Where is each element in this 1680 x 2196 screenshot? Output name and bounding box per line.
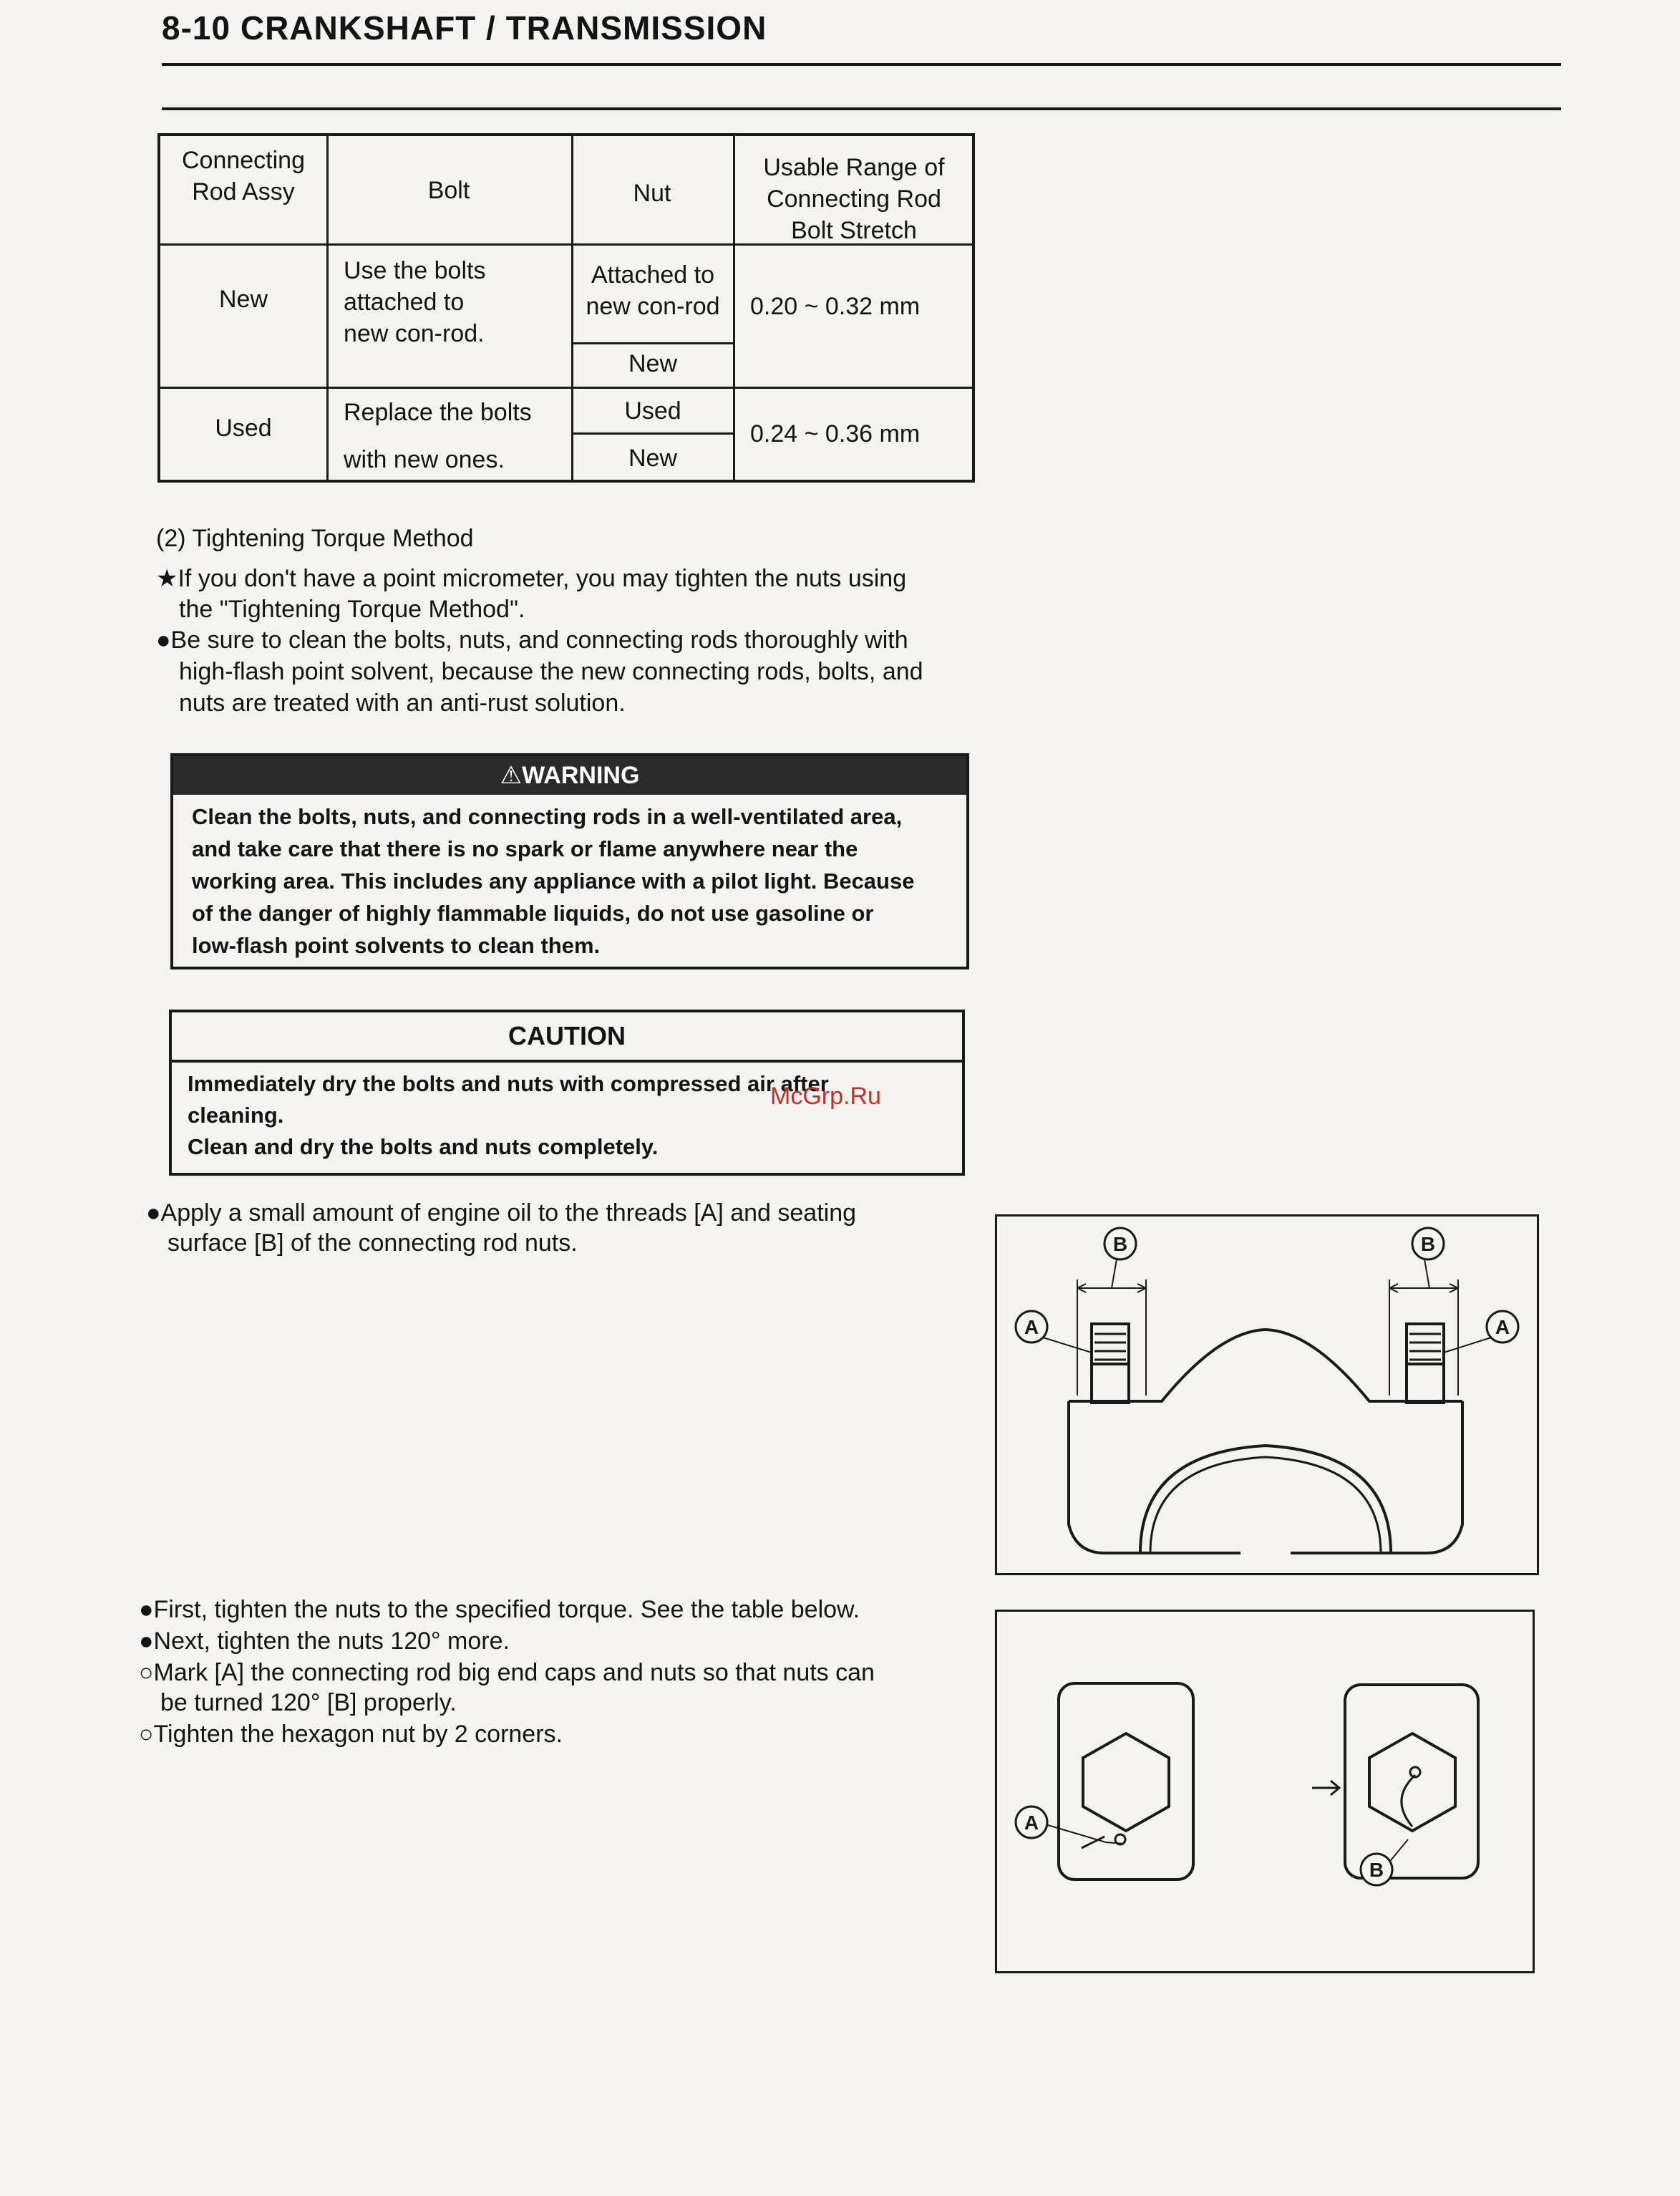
table-header-assy: Connecting Rod Assy: [181, 147, 305, 205]
table-cell-nut-used: Used: [624, 397, 681, 425]
clean-instruction-cont: high-flash point solvent, because the new connecting rods, bolts, and: [179, 658, 923, 685]
table-cell-nut-attached: Attached to new con-rod: [586, 261, 720, 320]
step-mark: ○Mark [A] the connecting rod big end caps and nuts so that nuts can: [139, 1659, 875, 1686]
step-first-tighten: ●First, tighten the nuts to the specified torque. See the table below.: [139, 1596, 860, 1623]
table-cell-bolt-used: Replace the bolts: [344, 399, 532, 426]
star-note: ★If you don't have a point micrometer, you may tighten the nuts using: [156, 565, 907, 592]
figure-nut-oil-points: [995, 1214, 1539, 1575]
table-divider: [571, 342, 734, 344]
hex-nut-illustration: [997, 1612, 1533, 1971]
step-tighten-hex: ○Tighten the hexagon nut by 2 corners.: [139, 1721, 563, 1748]
svg-text:B: B: [1369, 1859, 1384, 1881]
cap-illustration: [997, 1216, 1537, 1573]
svg-text:A: A: [1024, 1812, 1039, 1834]
svg-text:A: A: [1495, 1316, 1510, 1338]
warning-title: ⚠WARNING: [173, 756, 966, 795]
clean-instruction: ●Be sure to clean the bolts, nuts, and connecting rods thoroughly with: [156, 627, 908, 654]
star-note-cont: the "Tightening Torque Method".: [179, 596, 525, 623]
apply-oil-instruction: ●Apply a small amount of engine oil to the threads [A] and seating: [146, 1199, 857, 1227]
table-divider: [160, 387, 972, 389]
table-cell-assy-new: New: [218, 286, 268, 313]
table-cell-range-used: 0.24 ~ 0.36 mm: [750, 420, 921, 448]
table-divider: [571, 432, 734, 435]
svg-text:A: A: [1024, 1316, 1039, 1338]
watermark: McGrp.Ru: [770, 1083, 881, 1110]
page-title: 8-10 CRANKSHAFT / TRANSMISSION: [162, 9, 767, 47]
table-cell-bolt-used-2: with new ones.: [344, 446, 505, 473]
header-rule-secondary: [162, 107, 1561, 110]
table-cell-bolt-new: Use the bolts attached to new con-rod.: [344, 257, 486, 347]
section-heading: (2) Tightening Torque Method: [156, 525, 474, 552]
table-cell-nut-new-2: New: [628, 445, 678, 472]
figure-nut-rotation: [995, 1610, 1535, 1973]
clean-instruction-cont: nuts are treated with an anti-rust solution.: [179, 690, 626, 717]
warning-box: [170, 753, 969, 969]
svg-text:B: B: [1420, 1233, 1436, 1255]
table-cell-assy-used: Used: [215, 415, 272, 442]
svg-text:B: B: [1112, 1233, 1128, 1255]
table-header-range: Usable Range of Connecting Rod Bolt Stretch: [763, 154, 945, 244]
header-rule: [162, 63, 1561, 66]
step-mark-cont: be turned 120° [B] properly.: [160, 1689, 457, 1716]
warning-text: Clean the bolts, nuts, and connecting rods in a well-ventilated area, and take care that there is no spark or flame anywhere near the working area. This includes any appliance with a pilot light. Because of the danger of highly flammable liquids, do not use gasoline or low-flash point solvents to clean them.: [192, 804, 915, 958]
caution-text: Immediately dry the bolts and nuts with compressed air after cleaning. Clean and dry the bolts and nuts completely.: [188, 1071, 829, 1159]
caution-title: CAUTION: [172, 1012, 962, 1063]
table-header-nut: Nut: [633, 180, 671, 207]
table-cell-range-new: 0.20 ~ 0.32 mm: [750, 293, 921, 320]
table-cell-nut-new: New: [628, 350, 678, 377]
step-next-tighten: ●Next, tighten the nuts 120° more.: [139, 1627, 510, 1655]
bolt-stretch-table: [157, 133, 975, 483]
table-header-bolt: Bolt: [427, 177, 470, 204]
apply-oil-instruction-cont: surface [B] of the connecting rod nuts.: [167, 1229, 578, 1257]
